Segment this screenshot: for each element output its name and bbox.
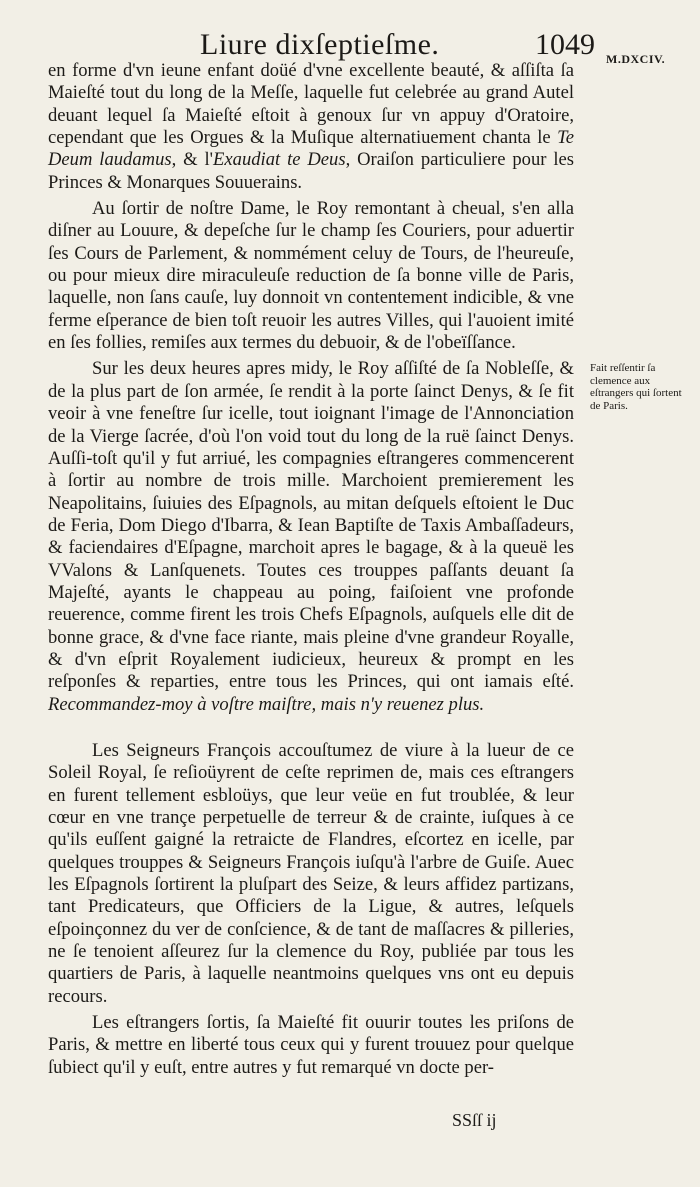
- paragraph-1-tail: , Oraiſon particuliere pour les Princes & Monarques Souuerains.: [48, 149, 574, 193]
- year-marginal: M.DXCIV.: [606, 52, 666, 66]
- paragraph-1-lead: en forme d'vn ieune enfant doüé d'vne excellente beauté, & aſſiſta ſa Maieſté tout du long de la Meſſe, laquelle fut celebrée au grand Autel deuant lequel ſa Maieſté eſtoit à genoux ſur vn appuy d'Oratoire, cependant que les Orgues & la Muſique alternatiuement chanta le: [48, 60, 574, 149]
- paragraph-1: [48, 60, 574, 194]
- running-title: Liure dixſeptieſme.: [200, 28, 440, 61]
- paragraph-3-italic-quote: Recommandez-moy à voſtre maiſtre, mais n'y reuenez plus.: [48, 693, 485, 715]
- paragraph-2: Au ſortir de noſtre Dame, le Roy remontant à cheual, s'en alla diſner au Louure, & depeſche ſur le champ ſes Couriers, pour aduertir ſes Cours de Parlement, & nommément celuy de Tours, de l'heureuſe, ou pour mieux dire miraculeuſe reduction de ſa bonne ville de Paris, laquelle, non ſans cauſe, luy donnoit vn contentement indicible, & vne ferme eſperance de bien toſt reuoir les autres Villes, qui l'auoient imité en ſes follies, remiſes aux termes du debuoir, & de l'obeïſſance.: [48, 198, 574, 354]
- paragraph-3-lead: Sur les deux heures apres midy, le Roy aſſiſté de ſa Nobleſſe, & de la plus part de ſon armée, ſe rendit à la porte ſainct Denys, & ſe fit veoir à vne feneſtre ſur icelle, tout ioignant l'image de l'Annonciation de la Vierge ſacrée, d'où l'on void tout du long de la ruë ſainct Denys. Auſſi-toſt qu'il y fut arriué, les compagnies eſtrangeres commencerent à ſortir au nombre de trois mille. Marchoient premierement les Neapolitains, ſuiuies des Eſpagnols, au mitan deſquels eſtoient le Duc de Feria, Dom Diego d'Ibarra, & Iean Baptiſte de Taxis Ambaſſadeurs, & faciendaires d'Eſpagne, marchoit apres le bagage, & à la queuë les VValons & Lanſquenets. Toutes ces trouppes paſſants deuant ſa Majeſté, ayants le chappeau au poing, faiſoient vne profonde reuerence, comme firent les trois Chefs Eſpagnols, auſquels elle dit de bonne grace, & d'vne face riante, mais pleine d'vne grandeur Royalle, & d'vn eſprit Royalement iudicieux, heureux & prompt en les reſponſes & reparties, entre tous les Princes, qui ont iamais eſté.: [48, 358, 574, 693]
- signature-catchword: SSſſ ij: [452, 1110, 497, 1130]
- paragraph-1-italic-te-deum: Te Deum laudamus: [48, 127, 574, 171]
- page-number: 1049: [535, 28, 595, 61]
- margin-note: Fait reſſentir ſa clemence aux eſtrangers qui ſortent de Paris.: [590, 362, 682, 412]
- paragraph-3: [48, 358, 574, 716]
- paragraph-5: Les eſtrangers ſortis, ſa Maieſté fit ouurir toutes les priſons de Paris, & mettre en liberté tous ceux qui y furent trouuez pour quelque ſubiect qu'il y euſt, entre autres y fut remarqué vn docte per-: [48, 1012, 574, 1078]
- paragraph-1-italic-exaudiat: Exaudiat te Deus: [213, 149, 346, 171]
- paragraph-1-mid: , & l': [171, 149, 214, 171]
- main-text: [48, 60, 574, 1079]
- paragraph-4: Les Seigneurs François accouſtumez de viure à la lueur de ce Soleil Royal, ſe reſioüyrent de ceſte reprimen de, mais ces eſtrangers en furent tellement esbloüys, que leur veüe en fut troublée, & leur cœur en vne trançe perpetuelle de terreur & de crainte, iuſques à ce qu'ils euſſent gaigné la retraicte de Flandres, eſcortez en icelle, par quelques trouppes & Seigneurs François iuſqu'à l'arbre de Guiſe. Auec les Eſpagnols ſortirent la pluſpart des Seize, & leurs affidez partizans, tant Predicateurs, que Officiers de la Ligue, & autres, leſquels eſpoinçonnez du ver de conſcience, & de tant de maſſacres & pilleries, ne ſe tenoient aſſeurez ſur la clemence du Roy, publiée par tous les quartiers de Paris, à laquelle neantmoins quelques vns ont eu depuis recours.: [48, 739, 574, 1007]
